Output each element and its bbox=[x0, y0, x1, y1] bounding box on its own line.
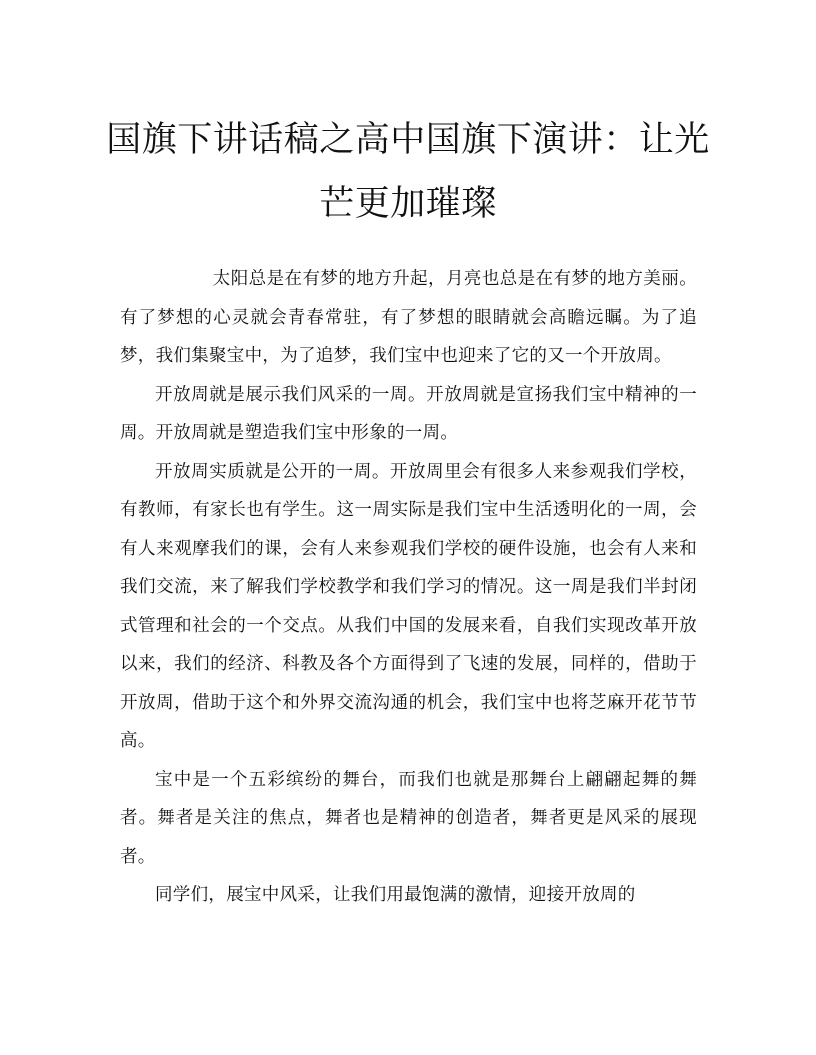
paragraph-2: 开放周就是展示我们风采的一周。开放周就是宣扬我们宝中精神的一周。开放周就是塑造我们宝中形象的一周。 bbox=[120, 384, 697, 443]
paragraph-5: 同学们，展宝中风采，让我们用最饱满的激情，迎接开放周的 bbox=[155, 885, 636, 905]
document-title: 国旗下讲话稿之高中国旗下演讲：让光芒更加璀璨 bbox=[106, 120, 710, 224]
document-body bbox=[120, 260, 697, 915]
paragraph-4: 宝中是一个五彩缤纷的舞台，而我们也就是那舞台上翩翩起舞的舞者。舞者是关注的焦点，舞者也是精神的创造者，舞者更是风采的展现者。 bbox=[120, 769, 697, 867]
paragraph-1: 太阳总是在有梦的地方升起，月亮也总是在有梦的地方美丽。有了梦想的心灵就会青春常驻，有了梦想的眼睛就会高瞻远瞩。为了追梦，我们集聚宝中，为了追梦，我们宝中也迎来了它的又一个开放周。 bbox=[120, 269, 697, 366]
paragraph-3: 开放周实质就是公开的一周。开放周里会有很多人来参观我们学校，有教师，有家长也有学生。这一周实际是我们宝中生活透明化的一周，会有人来观摩我们的课，会有人来参观我们学校的硬件设施，也会有人来和我们交流，来了解我们学校教学和我们学习的情况。这一周是我们半封闭式管理和社会的一个交点。从我们中国的发展来看，自我们实现改革开放以来，我们的经济、科教及各个方面得到了飞速的发展，同样的，借助于开放周，借助于这个和外界交流沟通的机会，我们宝中也将芝麻开花节节高。 bbox=[120, 461, 697, 751]
